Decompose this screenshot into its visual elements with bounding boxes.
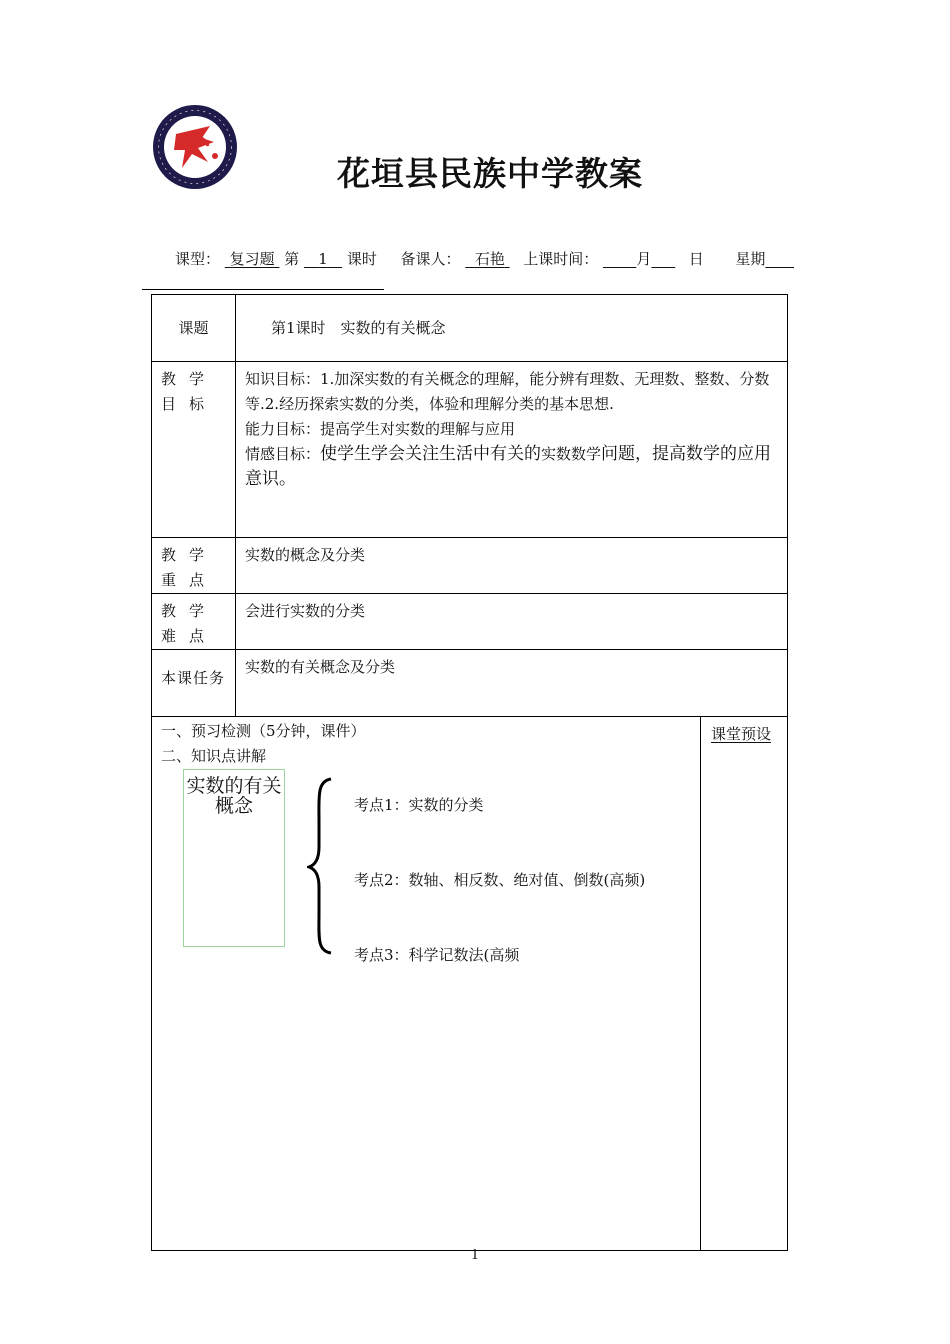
key-point-3: 考点3：科学记数法(高频 xyxy=(354,946,520,964)
weekday-label: 星期 xyxy=(735,250,766,268)
emotion-goal: 情感目标：使学生学会关注生活中有关的实数数学问题，提高数学的应用意识。 xyxy=(245,444,772,489)
section-preview: 一、预习检测（5分钟，课件） xyxy=(161,722,366,740)
body-row xyxy=(152,717,788,1251)
classroom-preset-column xyxy=(700,717,787,1250)
task-row xyxy=(152,650,788,717)
lesson-body xyxy=(152,717,787,1250)
section-knowledge: 二、知识点讲解 xyxy=(161,747,267,765)
task-value: 实数的有关概念及分类 xyxy=(236,650,788,717)
document-title: 花垣县民族中学教案 xyxy=(337,154,643,193)
type-value: 复习题 xyxy=(229,250,275,268)
ability-goal: 能力目标：提高学生对实数的理解与应用 xyxy=(245,420,516,438)
day-blank xyxy=(651,250,675,268)
month-label: 月 xyxy=(636,250,652,268)
task-label: 本课任务 xyxy=(152,650,236,717)
topic-value: 第1课时 实数的有关概念 xyxy=(236,295,788,362)
difficulty-row xyxy=(152,594,788,650)
body-cell xyxy=(152,717,788,1251)
knowledge-goal: 知识目标：1.加深实数的有关概念的理解，能分辨有理数、无理数、整数、分数等.2.经历探索实数的分类，体验和理解分类的基本思想. xyxy=(245,370,770,413)
month-blank xyxy=(603,250,636,268)
weekday-blank xyxy=(765,250,794,268)
key-point-1: 考点1：实数的分类 xyxy=(354,796,484,814)
topic-row xyxy=(152,295,788,362)
difficulty-value: 会进行实数的分类 xyxy=(236,594,788,650)
goals-content xyxy=(236,362,788,538)
lesson-meta xyxy=(175,248,794,269)
topic-label: 课题 xyxy=(152,295,236,362)
key-label: 教学重点 xyxy=(152,538,236,594)
classroom-preset-label: 课堂预设 xyxy=(711,725,772,743)
lesson-suffix: 课时 xyxy=(346,250,377,268)
concept-box: 实数的有关概念 xyxy=(183,769,285,947)
goals-row xyxy=(152,362,788,538)
key-point-2: 考点2：数轴、相反数、绝对值、倒数(高频) xyxy=(354,871,646,889)
goals-label: 教学目标 xyxy=(152,362,236,538)
lesson-number: 1 xyxy=(318,250,328,268)
difficulty-label: 教学难点 xyxy=(152,594,236,650)
lesson-prefix: 第 xyxy=(284,250,300,268)
curly-brace-icon xyxy=(307,777,335,955)
header-rule xyxy=(142,289,384,290)
page-number: 1 xyxy=(470,1248,480,1263)
day-label: 日 xyxy=(688,250,704,268)
lesson-plan-table xyxy=(151,294,788,1251)
preparer-label: 备课人： xyxy=(400,250,461,268)
type-label: 课型： xyxy=(175,250,221,268)
time-label: 上课时间： xyxy=(523,250,599,268)
key-value: 实数的概念及分类 xyxy=(236,538,788,594)
preparer-value: 石艳 xyxy=(474,250,505,268)
key-row xyxy=(152,538,788,594)
